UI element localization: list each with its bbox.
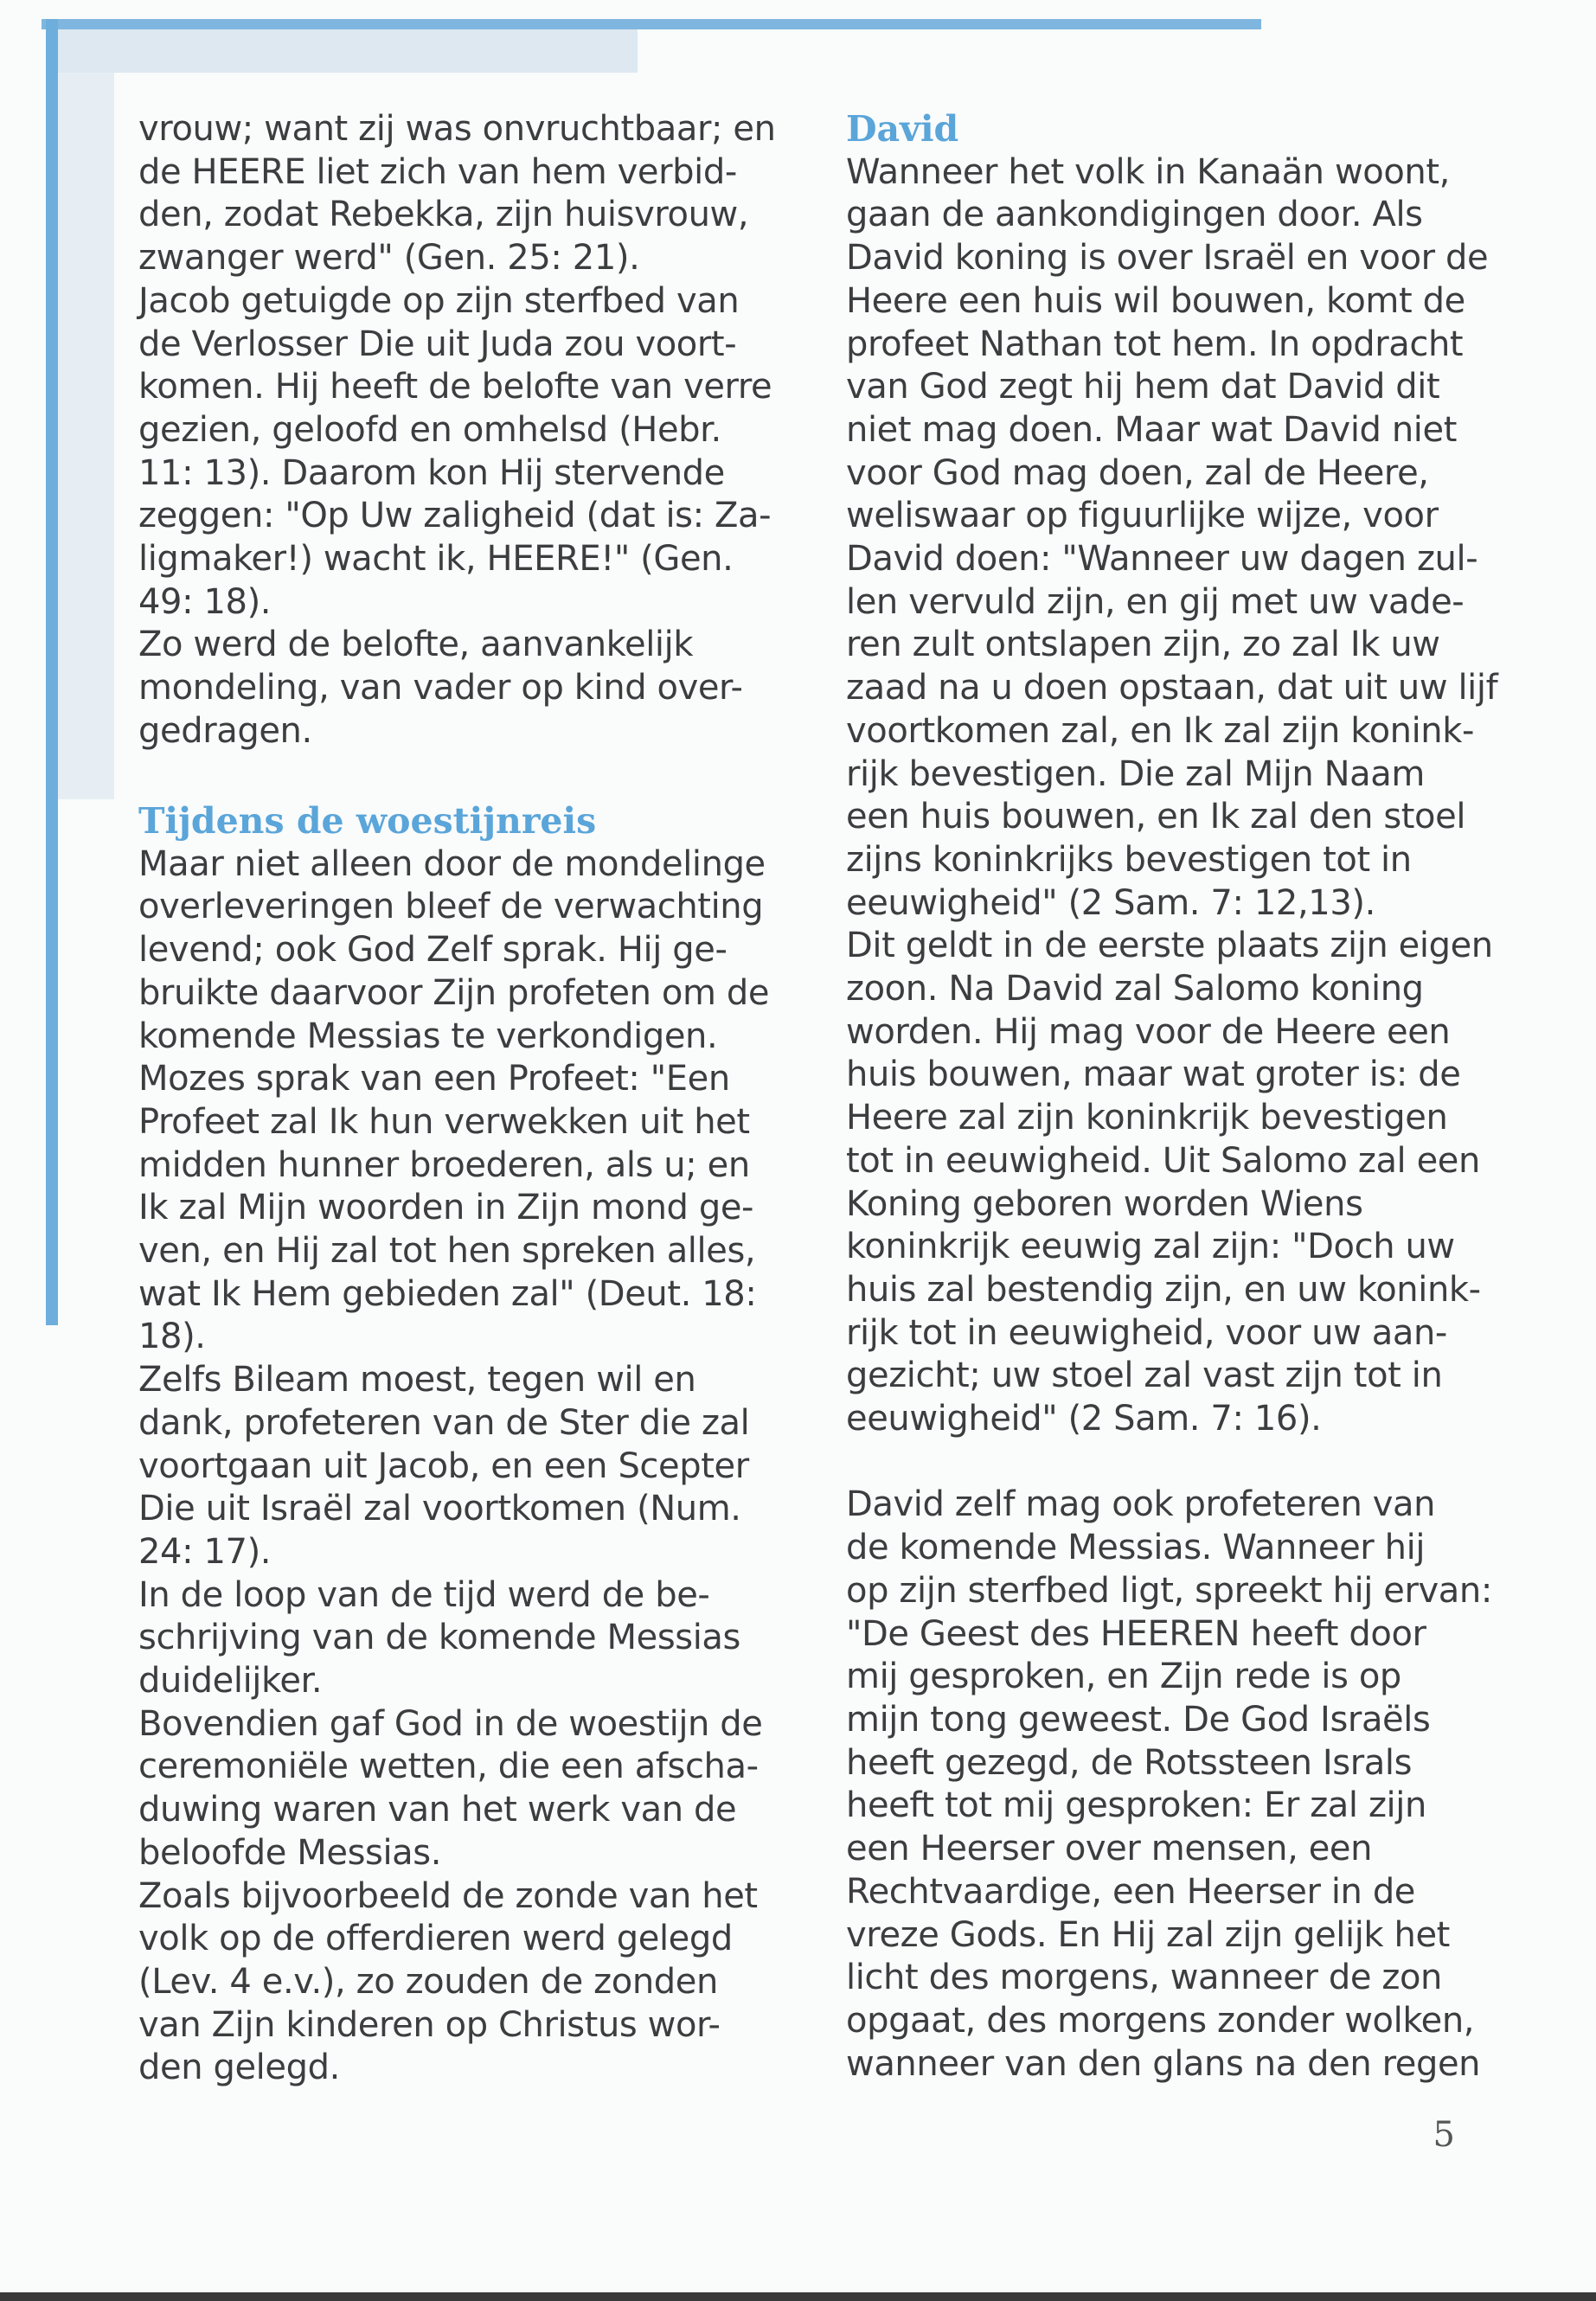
text-line: worden. Hij mag voor de Heere een	[846, 1011, 1451, 1052]
text-line: 49: 18).	[138, 581, 272, 622]
text-line: 24: 17).	[138, 1531, 272, 1572]
intro-paragraph	[138, 108, 779, 753]
decorative-left-bar	[46, 19, 58, 1325]
text-line: David koning is over Israël en voor de	[846, 238, 1489, 279]
text-line: mijn tong geweest. De God Israëls	[846, 1700, 1431, 1740]
text-line: Zelfs Bileam moest, tegen wil en	[138, 1360, 696, 1400]
text-line: beloofde Messias.	[138, 1832, 442, 1873]
text-line: ren zult ontslapen zijn, zo zal Ik uw	[846, 625, 1440, 665]
text-line: dank, profeteren van de Ster die zal	[138, 1402, 750, 1443]
text-line: licht des morgens, wanneer de zon	[846, 1958, 1442, 1998]
decorative-tint-block	[58, 29, 638, 73]
section-heading-david: David	[846, 108, 959, 150]
text-line: Koning geboren worden Wiens	[846, 1183, 1363, 1224]
text-line: mondeling, van vader op kind over-	[138, 668, 743, 708]
text-line: duwing waren van het werk van de	[138, 1790, 737, 1830]
text-line: Zo werd de belofte, aanvankelijk	[138, 625, 694, 665]
text-line: In de loop van de tijd werd de be-	[138, 1574, 710, 1615]
text-line: ligmaker!) wacht ik, HEERE!" (Gen.	[138, 539, 734, 580]
text-line: Heere zal zijn koninkrijk bevestigen	[846, 1098, 1448, 1138]
text-line: Die uit Israël zal voortkomen (Num.	[138, 1489, 741, 1529]
section-heading-woestijnreis: Tijdens de woestijnreis	[138, 800, 597, 842]
text-line: Wanneer het volk in Kanaän woont,	[846, 151, 1450, 192]
text-line: zijns koninkrijks bevestigen tot in	[846, 839, 1412, 880]
text-line: zeggen: "Op Uw zaligheid (dat is: Za-	[138, 496, 772, 536]
text-line: levend; ook God Zelf sprak. Hij ge-	[138, 930, 727, 971]
text-line: 11: 13). Daarom kon Hij stervende	[138, 452, 725, 493]
text-line: van God zegt hij hem dat David dit	[846, 367, 1440, 407]
text-line: ven, en Hij zal tot hen spreken alles,	[138, 1231, 756, 1272]
text-line: wat Ik Hem gebieden zal" (Deut. 18:	[138, 1273, 757, 1314]
text-line: gedragen.	[138, 710, 312, 751]
text-line: Profeet zal Ik hun verwekken uit het	[138, 1101, 750, 1142]
text-line: huis bouwen, maar wat groter is: de	[846, 1054, 1461, 1095]
text-line: Rechtvaardige, een Heerser in de	[846, 1871, 1416, 1912]
text-line: opgaat, des morgens zonder wolken,	[846, 2000, 1475, 2041]
text-line: Mozes sprak van een Profeet: "Een	[138, 1059, 730, 1099]
text-line: vreze Gods. En Hij zal zijn gelijk het	[846, 1914, 1450, 1955]
text-line: eeuwigheid" (2 Sam. 7: 12,13).	[846, 882, 1375, 923]
text-line: rijk bevestigen. Die zal Mijn Naam	[846, 753, 1425, 794]
text-line: den gelegd.	[138, 2048, 340, 2088]
text-line: vrouw; want zij was onvruchtbaar; en	[138, 109, 776, 149]
text-line: van Zijn kinderen op Christus wor-	[138, 2004, 721, 2045]
text-line: heeft tot mij gesproken: Er zal zijn	[846, 1785, 1426, 1826]
text-line: heeft gezegd, de Rotssteen Israls	[846, 1742, 1413, 1783]
text-line: komen. Hij heeft de belofte van verre	[138, 367, 772, 407]
text-line: komende Messias te verkondigen.	[138, 1016, 718, 1056]
text-line: 18).	[138, 1317, 206, 1357]
text-line: midden hunner broederen, als u; en	[138, 1144, 750, 1185]
text-line: wanneer van den glans na den regen	[846, 2043, 1481, 2084]
text-line: Heere een huis wil bouwen, komt de	[846, 280, 1465, 321]
text-line: een huis bouwen, en Ik zal den stoel	[846, 797, 1466, 837]
right-column	[846, 108, 1498, 2086]
text-line: voortgaan uit Jacob, en een Scepter	[138, 1445, 749, 1486]
david-prophecy-paragraph	[846, 1484, 1492, 2086]
text-line: mij gesproken, en Zijn rede is op	[846, 1657, 1401, 1697]
text-line: bruikte daarvoor Zijn profeten om de	[138, 972, 770, 1013]
left-column-top	[138, 108, 779, 753]
text-line: voor God mag doen, zal de Heere,	[846, 452, 1429, 493]
text-line: voortkomen zal, en Ik zal zijn konink-	[846, 710, 1475, 751]
text-line: koninkrijk eeuwig zal zijn: "Doch uw	[846, 1227, 1455, 1267]
text-line: niet mag doen. Maar wat David niet	[846, 409, 1457, 450]
paragraph-gap	[846, 1441, 1486, 1484]
text-line: schrijving van de komende Messias	[138, 1618, 740, 1658]
decorative-tint-side	[58, 73, 114, 799]
page-bottom-edge	[0, 2292, 1596, 2301]
text-line: op zijn sterfbed ligt, spreekt hij ervan:	[846, 1570, 1492, 1611]
text-line: weliswaar op figuurlijke wijze, voor	[846, 496, 1439, 536]
text-line: David doen: "Wanneer uw dagen zul-	[846, 539, 1478, 580]
woestijnreis-paragraph	[138, 843, 779, 2090]
text-line: gezien, geloofd en omhelsd (Hebr.	[138, 409, 721, 450]
david-paragraph	[846, 151, 1498, 1441]
left-column-section	[138, 800, 779, 2090]
text-line: (Lev. 4 e.v.), zo zouden de zonden	[138, 1961, 718, 2002]
text-line: den, zodat Rebekka, zijn huisvrouw,	[138, 195, 749, 235]
text-line: gezicht; uw stoel zal vast zijn tot in	[846, 1356, 1443, 1396]
text-line: Bovendien gaf God in de woestijn de	[138, 1703, 763, 1744]
text-line: rijk tot in eeuwigheid, voor uw aan-	[846, 1312, 1447, 1353]
text-line: tot in eeuwigheid. Uit Salomo zal een	[846, 1140, 1480, 1181]
decorative-top-bar	[42, 19, 1261, 29]
text-line: Zoals bijvoorbeeld de zonde van het	[138, 1875, 758, 1916]
text-line: volk op de offerdieren werd gelegd	[138, 1919, 733, 1959]
text-line: duidelijker.	[138, 1661, 323, 1702]
text-line: eeuwigheid" (2 Sam. 7: 16).	[846, 1399, 1322, 1439]
text-line: huis zal bestendig zijn, en uw konink-	[846, 1269, 1481, 1310]
text-line: ceremoniële wetten, die een afscha-	[138, 1747, 759, 1787]
page-number: 5	[1433, 2115, 1455, 2155]
text-line: overleveringen bleef de verwachting	[138, 887, 764, 927]
text-line: len vervuld zijn, en gij met uw vade-	[846, 581, 1465, 622]
text-line: een Heerser over mensen, een	[846, 1829, 1373, 1869]
text-line: zaad na u doen opstaan, dat uit uw lijf	[846, 668, 1498, 708]
text-line: de Verlosser Die uit Juda zou voort-	[138, 324, 737, 364]
text-line: Jacob getuigde op zijn sterfbed van	[138, 280, 740, 321]
text-line: de komende Messias. Wanneer hij	[846, 1528, 1426, 1568]
text-line: Ik zal Mijn woorden in Zijn mond ge-	[138, 1188, 754, 1228]
text-line: gaan de aankondigingen door. Als	[846, 195, 1423, 235]
text-line: zoon. Na David zal Salomo koning	[846, 969, 1424, 1009]
text-line: Dit geldt in de eerste plaats zijn eigen	[846, 926, 1493, 966]
text-line: zwanger werd" (Gen. 25: 21).	[138, 238, 640, 279]
text-line: "De Geest des HEEREN heeft door	[846, 1613, 1426, 1654]
text-line: Maar niet alleen door de mondelinge	[138, 843, 766, 884]
text-line: de HEERE liet zich van hem verbid-	[138, 151, 737, 192]
text-line: profeet Nathan tot hem. In opdracht	[846, 324, 1464, 364]
text-line: David zelf mag ook profeteren van	[846, 1484, 1436, 1525]
